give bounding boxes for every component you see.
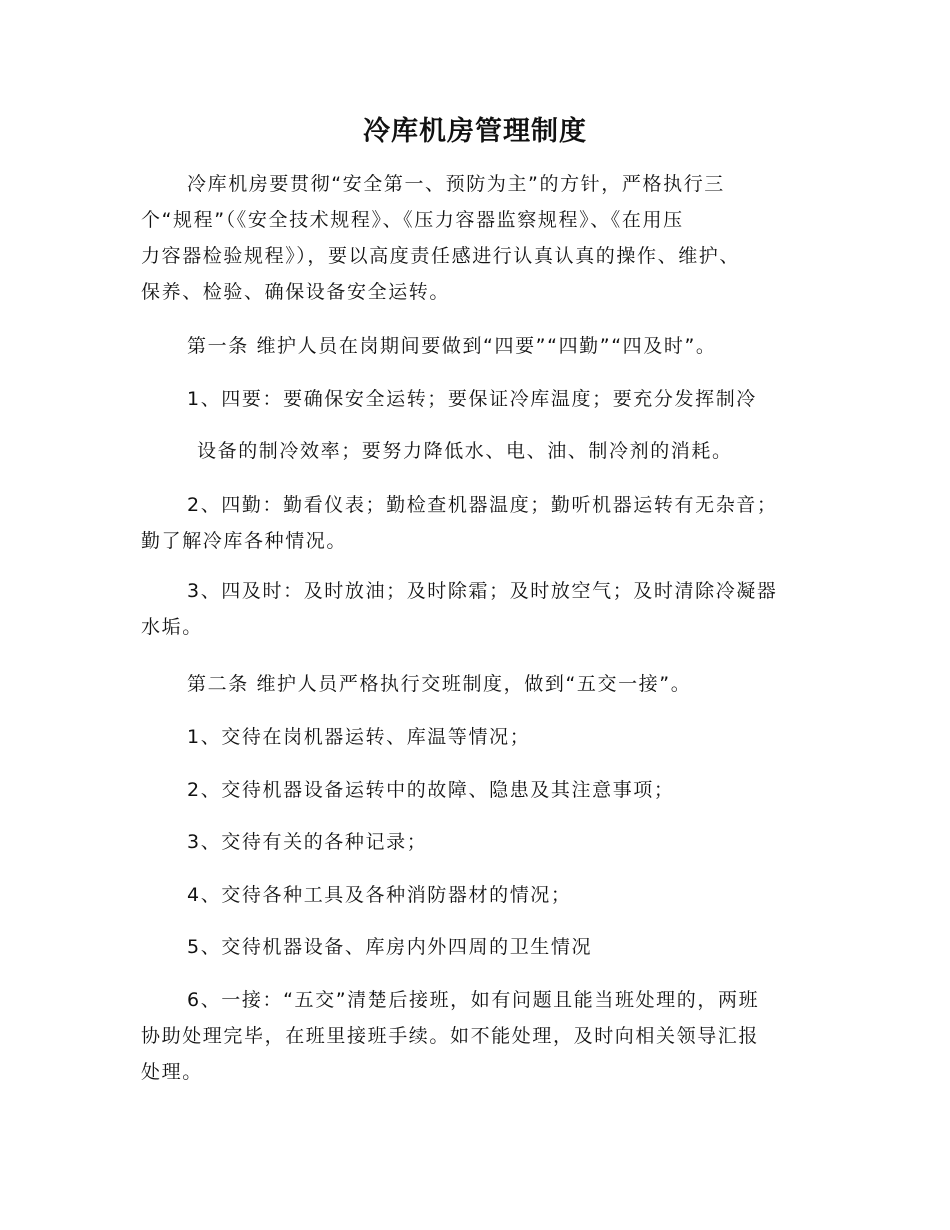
article1-item-3 — [141, 573, 811, 645]
article2-item-2 — [141, 772, 811, 808]
article1-item-2-line-2: 勤了解冷库各种情况。 — [141, 530, 348, 552]
article1-item-1-line-1: 1、四要：要确保安全运转；要保证冷库温度；要充分发挥制冷 — [187, 388, 757, 410]
intro-line-1: 冷库机房要贯彻“安全第一、预防为主”的方针，严格执行三 — [187, 173, 725, 195]
intro-paragraph — [141, 166, 811, 310]
article2-item-6-line-1: 6、一接：“五交”清楚后接班，如有问题且能当班处理的，两班 — [187, 989, 760, 1011]
article2-item-5-text: 5、交待机器设备、库房内外四周的卫生情况 — [187, 936, 593, 958]
article1-item-1-line-2: 设备的制冷效率；要努力降低水、电、油、制冷剂的消耗。 — [197, 440, 733, 462]
article1-heading — [141, 328, 811, 364]
article2-item-3-text: 3、交待有关的各种记录； — [187, 831, 428, 853]
article2-item-3 — [141, 824, 811, 860]
intro-line-2: 个“规程”（《安全技术规程》、《压力容器监察规程》、《在用压 — [141, 209, 684, 231]
article2-item-4 — [141, 877, 811, 913]
article1-item-3-line-1: 3、四及时：及时放油；及时除霜；及时放空气；及时清除冷凝器 — [187, 580, 778, 602]
article1-item-3-line-2: 水垢。 — [141, 616, 203, 638]
document-title: 冷库机房管理制度 — [363, 116, 587, 147]
article2-item-1-text: 1、交待在岗机器运转、库温等情况； — [187, 726, 531, 748]
intro-line-4: 保养、检验、确保设备安全运转。 — [141, 281, 451, 303]
article1-item-2 — [141, 487, 811, 559]
article2-heading — [141, 666, 811, 702]
article1-item-1 — [141, 381, 811, 417]
article2-item-6-line-3: 处理。 — [141, 1061, 203, 1083]
article1-item-1-cont — [141, 433, 811, 469]
intro-line-3: 力容器检验规程》），要以高度责任感进行认真认真的操作、维护、 — [141, 245, 741, 267]
article1-heading-text: 第一条 维护人员在岗期间要做到“四要”“四勤”“四及时”。 — [187, 335, 717, 357]
article2-item-6 — [141, 982, 811, 1090]
article2-item-5 — [141, 929, 811, 965]
article2-item-4-text: 4、交待各种工具及各种消防器材的情况； — [187, 884, 572, 906]
article2-item-2-text: 2、交待机器设备运转中的故障、隐患及其注意事项； — [187, 779, 675, 801]
article2-heading-text: 第二条 维护人员严格执行交班制度，做到“五交一接”。 — [187, 673, 692, 695]
article2-item-1 — [141, 719, 811, 755]
article1-item-2-line-1: 2、四勤：勤看仪表；勤检查机器温度；勤听机器运转有无杂音； — [187, 494, 778, 516]
article2-item-6-line-2: 协助处理完毕，在班里接班手续。如不能处理，及时向相关领导汇报 — [141, 1025, 760, 1047]
